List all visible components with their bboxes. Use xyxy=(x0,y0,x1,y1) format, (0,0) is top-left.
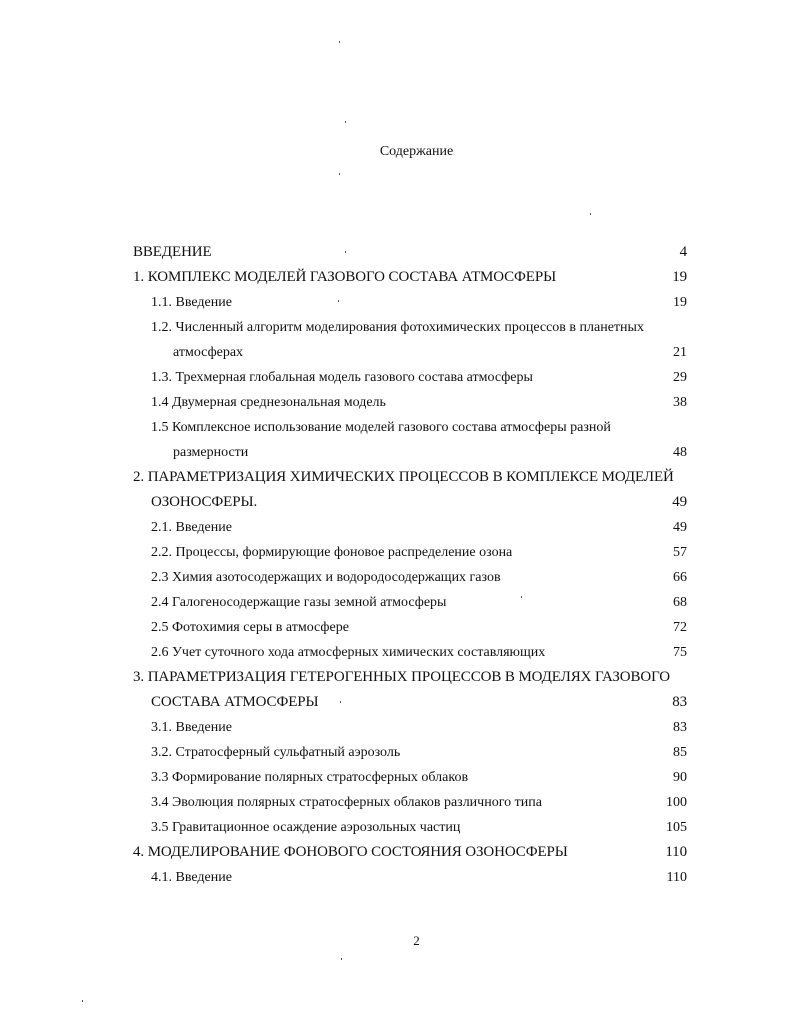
toc-entry xyxy=(133,515,687,540)
scan-speck xyxy=(340,701,341,703)
toc-entry xyxy=(133,790,687,815)
toc-entry xyxy=(133,490,687,515)
toc-entry-page: 83 xyxy=(672,694,687,710)
toc-entry-title: 1.3. Трехмерная глобальная модель газового состава атмосферы xyxy=(151,370,533,385)
toc-entry-page: 110 xyxy=(666,870,687,885)
toc-entry xyxy=(133,590,687,615)
toc-entry-page: 83 xyxy=(673,720,687,735)
toc-entry-title: 2.1. Введение xyxy=(151,520,232,535)
toc-entry-page: 75 xyxy=(673,645,687,660)
toc-entry-page: 72 xyxy=(673,620,687,635)
toc-entry-page: 68 xyxy=(673,595,687,610)
scan-speck xyxy=(345,121,346,123)
toc-entry xyxy=(133,340,687,365)
toc-entry xyxy=(133,865,687,890)
toc-entry-page: 105 xyxy=(666,820,687,835)
toc-entry xyxy=(133,740,687,765)
toc-entry-page: 48 xyxy=(673,445,687,460)
toc-entry-page: 85 xyxy=(673,745,687,760)
toc-entry-page: 4 xyxy=(679,244,687,260)
toc-entry-title: атмосферах xyxy=(173,345,244,360)
toc-entry xyxy=(133,665,687,690)
toc-entry-page: 100 xyxy=(666,795,687,810)
toc-entry-page: 49 xyxy=(672,494,687,510)
toc-entry xyxy=(133,765,687,790)
toc-entry-page: 110 xyxy=(665,844,687,860)
toc-entry-title: 3.3 Формирование полярных стратосферных облаков xyxy=(151,770,469,785)
toc-entry xyxy=(133,615,687,640)
toc-entry-title: 4.1. Введение xyxy=(151,870,232,885)
toc-entry xyxy=(133,465,687,490)
toc-entry-page: 90 xyxy=(673,770,687,785)
scan-speck xyxy=(341,958,342,960)
scan-speck xyxy=(338,300,339,302)
toc-entry-page: 21 xyxy=(673,345,687,360)
toc-entry xyxy=(133,390,687,415)
toc-entry-title: 1. КОМПЛЕКС МОДЕЛЕЙ ГАЗОВОГО СОСТАВА АТМОСФЕРЫ xyxy=(133,269,557,285)
toc-entry-title: 1.5 Комплексное использование моделей газового состава атмосферы разной xyxy=(151,420,611,435)
toc-entry xyxy=(133,540,687,565)
scan-speck xyxy=(82,1000,83,1002)
toc-entry-title: 2.6 Учет суточного хода атмосферных химических составляющих xyxy=(151,645,546,660)
toc-entry xyxy=(133,565,687,590)
toc-entry-title: 3.1. Введение xyxy=(151,720,232,735)
scan-speck xyxy=(521,596,522,598)
page-number: 2 xyxy=(413,933,420,948)
toc-entry-title: 1.4 Двумерная среднезональная модель xyxy=(151,395,386,410)
toc-entry-title: СОСТАВА АТМОСФЕРЫ xyxy=(151,694,319,710)
scan-speck xyxy=(339,41,340,43)
toc-entry-page: 29 xyxy=(673,370,687,385)
toc-entry-page: 19 xyxy=(673,295,687,310)
toc-entry-title: 3.2. Стратосферный сульфатный аэрозоль xyxy=(151,745,401,760)
table-of-contents xyxy=(133,240,687,890)
toc-entry-title: 2.4 Галогеносодержащие газы земной атмосферы xyxy=(151,595,447,610)
toc-entry-page: 38 xyxy=(673,395,687,410)
toc-entry xyxy=(133,315,687,340)
toc-entry xyxy=(133,240,687,265)
toc-entry-title: размерности xyxy=(173,445,249,460)
toc-entry-title: 4. МОДЕЛИРОВАНИЕ ФОНОВОГО СОСТОЯНИЯ ОЗОНОСФЕРЫ xyxy=(133,844,568,860)
toc-entry xyxy=(133,440,687,465)
toc-entry-title: 3.5 Гравитационное осаждение аэрозольных частиц xyxy=(151,820,461,835)
toc-entry-title: 1.2. Численный алгоритм моделирования фотохимических процессов в планетных xyxy=(151,320,644,335)
toc-entry xyxy=(133,290,687,315)
toc-entry-title: 3.4 Эволюция полярных стратосферных облаков различного типа xyxy=(151,795,542,810)
toc-entry xyxy=(133,265,687,290)
toc-entry xyxy=(133,640,687,665)
toc-entry-title: 3. ПАРАМЕТРИЗАЦИЯ ГЕТЕРОГЕННЫХ ПРОЦЕССОВ В МОДЕЛЯХ ГАЗОВОГО xyxy=(133,669,671,685)
scan-speck xyxy=(590,213,591,215)
toc-entry xyxy=(133,815,687,840)
toc-entry-title: 2.2. Процессы, формирующие фоновое распределение озона xyxy=(151,545,513,560)
toc-entry-title: 2.5 Фотохимия серы в атмосфере xyxy=(151,620,349,635)
toc-entry-page: 19 xyxy=(672,269,687,285)
toc-entry-title: 2. ПАРАМЕТРИЗАЦИЯ ХИМИЧЕСКИХ ПРОЦЕССОВ В КОМПЛЕКСЕ МОДЕЛЕЙ xyxy=(133,469,674,485)
toc-entry-page: 57 xyxy=(673,545,687,560)
toc-entry-page: 49 xyxy=(673,520,687,535)
toc-entry-title: 1.1. Введение xyxy=(151,295,232,310)
scan-speck xyxy=(339,173,340,175)
toc-entry xyxy=(133,415,687,440)
toc-entry-title: 2.3 Химия азотосодержащих и водородосодержащих газов xyxy=(151,570,501,585)
page-title: Содержание xyxy=(379,144,454,159)
toc-entry xyxy=(133,365,687,390)
toc-entry-page: 66 xyxy=(673,570,687,585)
toc-entry xyxy=(133,715,687,740)
scan-speck xyxy=(345,251,346,253)
toc-entry xyxy=(133,840,687,865)
toc-entry-title: ВВЕДЕНИЕ xyxy=(133,244,212,260)
toc-entry xyxy=(133,690,687,715)
toc-entry-title: ОЗОНОСФЕРЫ. xyxy=(151,494,258,510)
